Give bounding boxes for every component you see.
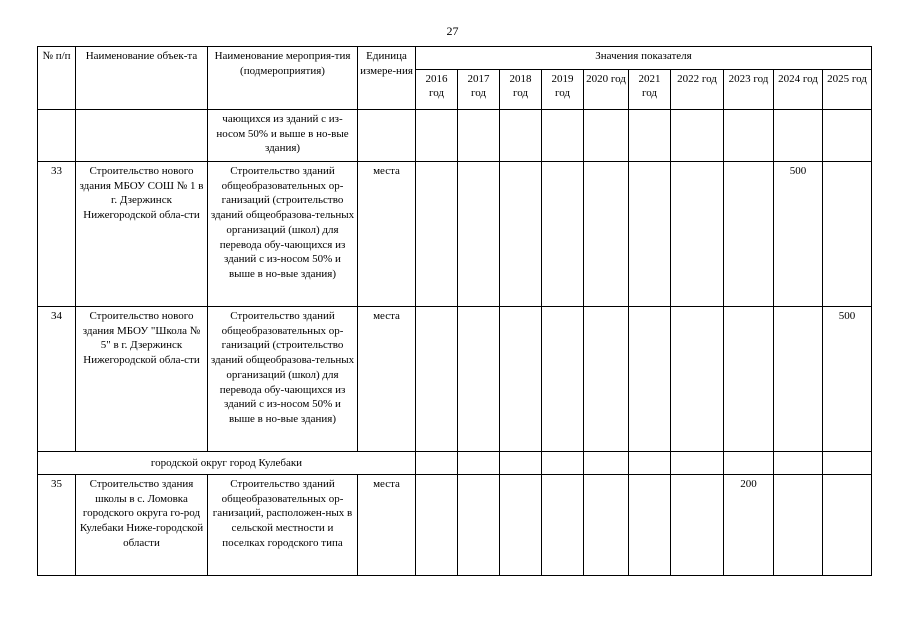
value-cell — [500, 162, 542, 307]
section-row — [38, 452, 872, 475]
header-values: Значения показателя — [416, 47, 872, 70]
value-cell — [629, 307, 671, 452]
cell — [76, 110, 208, 162]
header-year: 2018 год — [500, 70, 542, 110]
value-cell — [584, 475, 629, 576]
object-name: Строительство нового здания МБОУ СОШ № 1 в г. Дзержинск Нижегородской обла-сти — [76, 162, 208, 307]
indicator-table — [37, 46, 872, 576]
header-event: Наименование мероприя-тия (подмероприятия) — [208, 47, 358, 110]
unit: места — [358, 162, 416, 307]
header-year: 2025 год — [823, 70, 872, 110]
unit: места — [358, 307, 416, 452]
value-cell — [500, 307, 542, 452]
event-name: Строительство зданий общеобразовательных ор-ганизаций (строительство зданий общеобразова-тельных организаций (школ) для перевода обу-чающихся из зданий с из-носом 50% и выше в но-вые здания) — [208, 307, 358, 452]
header-num: № п/п — [38, 47, 76, 110]
value-cell — [629, 475, 671, 576]
value-cell — [542, 475, 584, 576]
unit: места — [358, 475, 416, 576]
value-cell — [671, 162, 724, 307]
cell — [38, 110, 76, 162]
object-name: Строительство здания школы в с. Ломовка городского округа го-род Кулебаки Ниже-городской области — [76, 475, 208, 576]
value-cell — [416, 307, 458, 452]
value-cell — [774, 307, 823, 452]
header-unit: Единица измере-ния — [358, 47, 416, 110]
section-title: городской округ город Кулебаки — [38, 452, 416, 475]
value-cell — [823, 475, 872, 576]
value-cell: 500 — [823, 307, 872, 452]
value-cell — [724, 162, 774, 307]
row-num: 33 — [38, 162, 76, 307]
value-cell — [416, 475, 458, 576]
table-row — [38, 110, 872, 162]
value-cell — [774, 475, 823, 576]
value-cell — [458, 307, 500, 452]
value-cell — [458, 475, 500, 576]
value-cell — [542, 162, 584, 307]
table-row — [38, 307, 872, 452]
header-object: Наименование объек-та — [76, 47, 208, 110]
header-year: 2021 год — [629, 70, 671, 110]
value-cell: 500 — [774, 162, 823, 307]
value-cell — [671, 475, 724, 576]
page-number: 27 — [446, 24, 459, 38]
value-cell — [458, 162, 500, 307]
continuation-cell: чающихся из зданий с из-носом 50% и выше в но-вые здания) — [208, 110, 358, 162]
cell — [358, 110, 416, 162]
value-cell — [629, 162, 671, 307]
header-year: 2024 год — [774, 70, 823, 110]
value-cell — [823, 162, 872, 307]
value-cell — [584, 307, 629, 452]
header-year: 2017 год — [458, 70, 500, 110]
header-year: 2022 год — [671, 70, 724, 110]
value-cell — [542, 307, 584, 452]
value-cell: 200 — [724, 475, 774, 576]
table-row — [38, 162, 872, 307]
header-year: 2019 год — [542, 70, 584, 110]
value-cell — [724, 307, 774, 452]
header-row-1 — [38, 47, 872, 70]
header-year: 2020 год — [584, 70, 629, 110]
table-row — [38, 475, 872, 576]
value-cell — [500, 475, 542, 576]
event-name: Строительство зданий общеобразовательных ор-ганизаций (строительство зданий общеобразова-тельных организаций (школ) для перевода обу-чающихся из зданий с из-носом 50% и выше в но-вые здания) — [208, 162, 358, 307]
value-cell — [584, 162, 629, 307]
row-num: 35 — [38, 475, 76, 576]
header-year: 2016 год — [416, 70, 458, 110]
header-year: 2023 год — [724, 70, 774, 110]
value-cell — [671, 307, 724, 452]
row-num: 34 — [38, 307, 76, 452]
value-cell — [416, 162, 458, 307]
object-name: Строительство нового здания МБОУ "Школа № 5" в г. Дзержинск Нижегородской обла-сти — [76, 307, 208, 452]
event-name: Строительство зданий общеобразовательных ор-ганизаций, расположен-ных в сельской местности и поселках городского типа — [208, 475, 358, 576]
